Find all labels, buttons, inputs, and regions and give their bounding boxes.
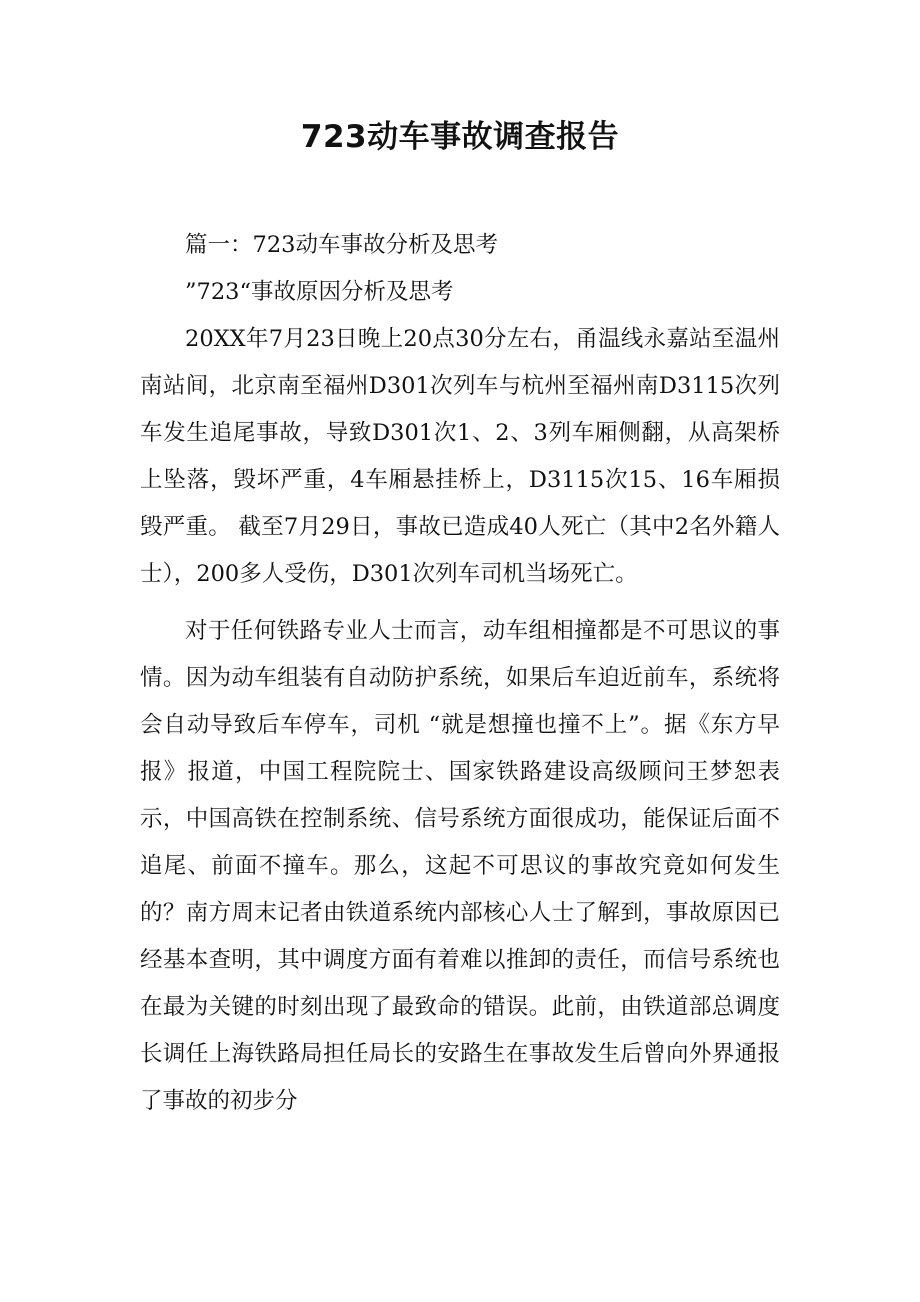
paragraph-analysis: 对于任何铁路专业人士而言，动车组相撞都是不可思议的事情。因为动车组装有自动防护系统，如果后车迫近前车，系统将会自动导致后车停车，司机 “就是想撞也撞不上”。据《东方早报》报道，中国工程院院士、国家铁路建设高级顾问王梦恕表示，中国高铁在控制系统、信号系统方面很成功，能保证后面不追尾、前面不撞车。那么，这起不可思议的事故究竟如何发生的？南方周末记者由铁道系统内部核心人士了解到，事故原因已经基本查明，其中调度方面有着难以推卸的责任，而信号系统也在最为关键的时刻出现了最致命的错误。此前，由铁道部总调度长调任上海铁路局担任局长的安路生在事故发生后曾向外界通报了事故的初步分 — [140, 618, 780, 1114]
section-heading: 篇一：723动车事故分析及思考 — [185, 232, 498, 258]
paragraph-accident-summary: 20XX年7月23日晚上20点30分左右，甬温线永嘉站至温州南站间，北京南至福州D301次列车与杭州至福州南D3115次列车发生追尾事故，导致D301次1、2、3列车厢侧翻，从高架桥上坠落，毁坏严重，4车厢悬挂桥上，D3115次15、16车厢损毁严重。 截至7月29日，事故已造成40人死亡（其中2名外籍人士），200多人受伤，D301次列车司机当场死亡。 — [140, 326, 780, 587]
document-title: 723动车事故调查报告 — [300, 119, 620, 155]
document-body — [140, 222, 780, 1125]
subsection-heading: ”723“事故原因分析及思考 — [185, 279, 454, 305]
